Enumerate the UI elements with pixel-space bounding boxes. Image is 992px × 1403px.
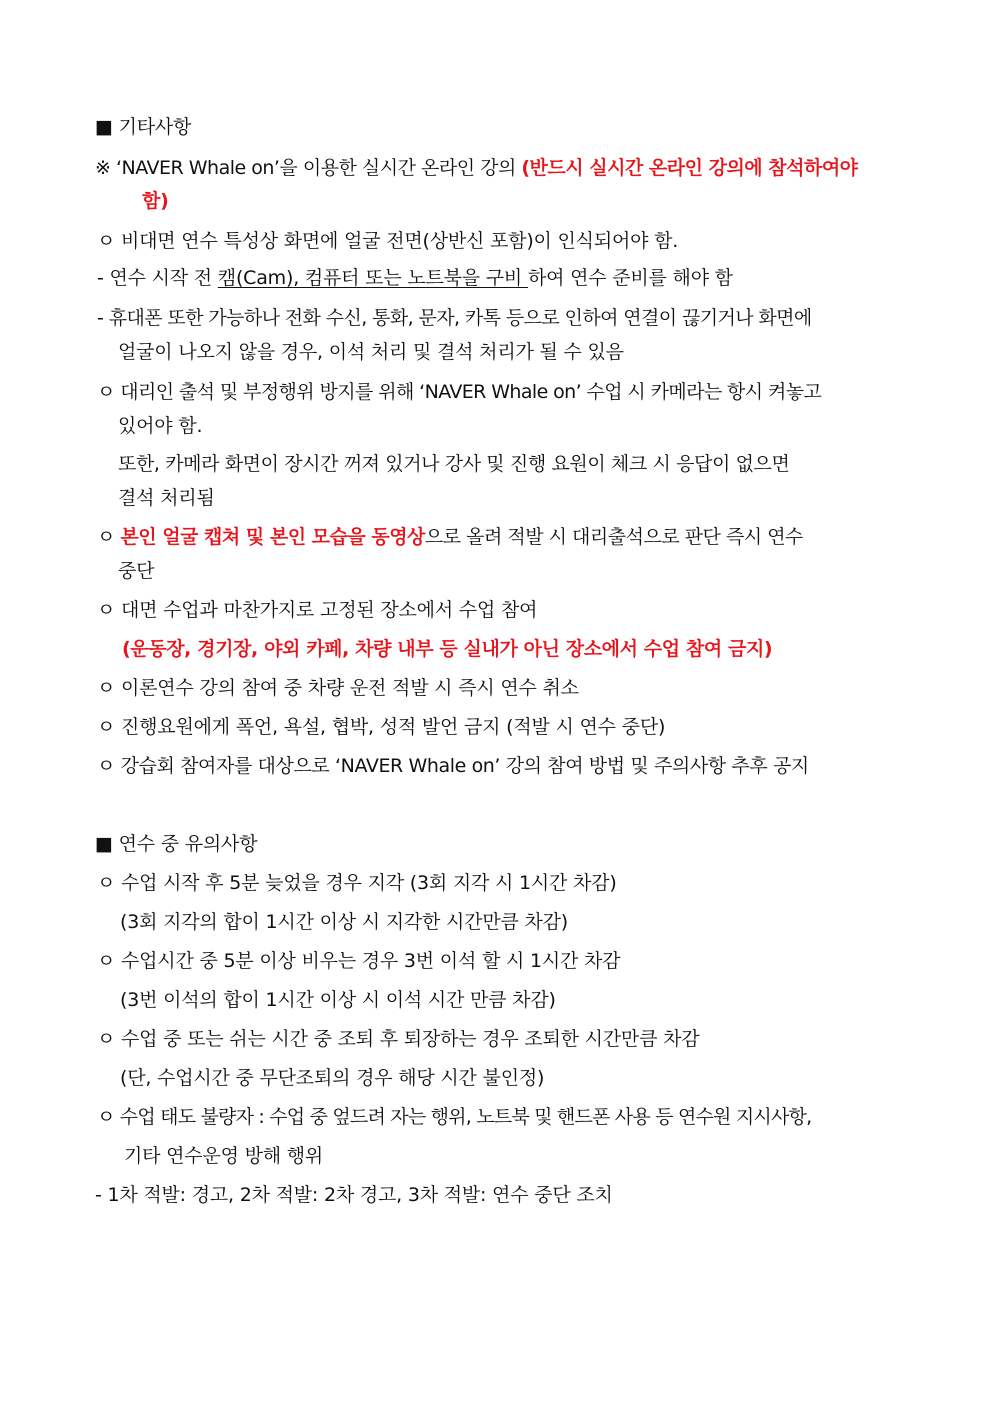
notice-realtime-highlight: (반드시 실시간 온라인 강의에 참석하여야: [521, 157, 858, 179]
item-attitude-line2: 기타 연수운영 방해 행위: [124, 1145, 324, 1167]
item-device-suffix: 하여 연수 준비를 해야 함: [527, 267, 733, 289]
item-capture-text: 으로 올려 적발 시 대리출석으로 판단 즉시 연수: [424, 526, 803, 548]
item-abuse: ㅇ 진행요원에게 폭언, 욕설, 협박, 성적 발언 금지 (적발 시 연수 중단): [97, 716, 666, 738]
item-face-recognition: ㅇ 비대면 연수 특성상 화면에 얼굴 전면(상반신 포함)이 인식되어야 함.: [97, 230, 679, 252]
item-device-underlined: 캠(Cam), 컴퓨터 또는 노트북을 구비: [217, 267, 528, 289]
item-capture-bullet: ㅇ: [97, 526, 121, 548]
item-location: ㅇ 대면 수업과 마찬가지로 고정된 장소에서 수업 참여: [97, 599, 538, 621]
item-capture-line2: 중단: [118, 560, 155, 582]
item-attitude-line1: ㅇ 수업 태도 불량자 : 수업 중 엎드려 자는 행위, 노트북 및 핸드폰 사용 등 연수원 지시사항,: [97, 1106, 812, 1128]
item-away-line1: ㅇ 수업시간 중 5분 이상 비우는 경우 3번 이석 할 시 1시간 차감: [97, 950, 621, 972]
notice-realtime: [95, 155, 858, 181]
item-driving: ㅇ 이론연수 강의 참여 중 차량 운전 적발 시 즉시 연수 취소: [97, 677, 579, 699]
item-capture-highlight: 본인 얼굴 캡쳐 및 본인 모습을 동영상: [120, 526, 425, 548]
item-device-text: - 연수 시작 전: [97, 267, 218, 289]
item-early-line2: (단, 수업시간 중 무단조퇴의 경우 해당 시간 불인정): [120, 1067, 545, 1089]
item-late-line2: (3회 지각의 합이 1시간 이상 시 지각한 시간만큼 차감): [120, 911, 568, 933]
item-camera-line1: ㅇ 대리인 출석 및 부정행위 방지를 위해 ‘NAVER Whale on’ 수업 시 카메라는 항시 켜놓고: [97, 381, 822, 403]
notice-realtime-highlight-cont: 함): [142, 190, 169, 212]
item-camera-line4: 결석 처리됨: [118, 487, 215, 509]
item-late-line1: ㅇ 수업 시작 후 5분 늦었을 경우 지각 (3회 지각 시 1시간 차감): [97, 872, 617, 894]
item-away-line2: (3번 이석의 합이 1시간 이상 시 이석 시간 만큼 차감): [120, 989, 556, 1011]
item-camera-line3: 또한, 카메라 화면이 장시간 꺼져 있거나 강사 및 진행 요원이 체크 시 응답이 없으면: [118, 453, 790, 475]
item-penalty: - 1차 적발: 경고, 2차 적발: 2차 경고, 3차 적발: 연수 중단 조치: [95, 1184, 613, 1206]
item-device-prepare: [97, 265, 733, 291]
item-early-line1: ㅇ 수업 중 또는 쉬는 시간 중 조퇴 후 퇴장하는 경우 조퇴한 시간만큼 차감: [97, 1028, 700, 1050]
item-capture: [97, 524, 803, 550]
item-announce: ㅇ 강습회 참여자를 대상으로 ‘NAVER Whale on’ 강의 참여 방법 및 주의사항 추후 공지: [97, 755, 809, 777]
notice-realtime-text: ※ ‘NAVER Whale on’을 이용한 실시간 온라인 강의: [95, 157, 522, 179]
item-location-highlight: (운동장, 경기장, 야외 카페, 차량 내부 등 실내가 아닌 장소에서 수업 참여 금지): [122, 638, 773, 660]
item-phone-line2: 얼굴이 나오지 않을 경우, 이석 처리 및 결석 처리가 될 수 있음: [118, 341, 624, 363]
item-phone-line1: - 휴대폰 또한 가능하나 전화 수신, 통화, 문자, 카톡 등으로 인하여 연결이 끊기거나 화면에: [97, 307, 812, 329]
item-camera-line2: 있어야 함.: [118, 415, 203, 437]
section-heading-misc: ■ 기타사항: [95, 116, 192, 138]
section-heading-precautions: ■ 연수 중 유의사항: [95, 833, 258, 855]
